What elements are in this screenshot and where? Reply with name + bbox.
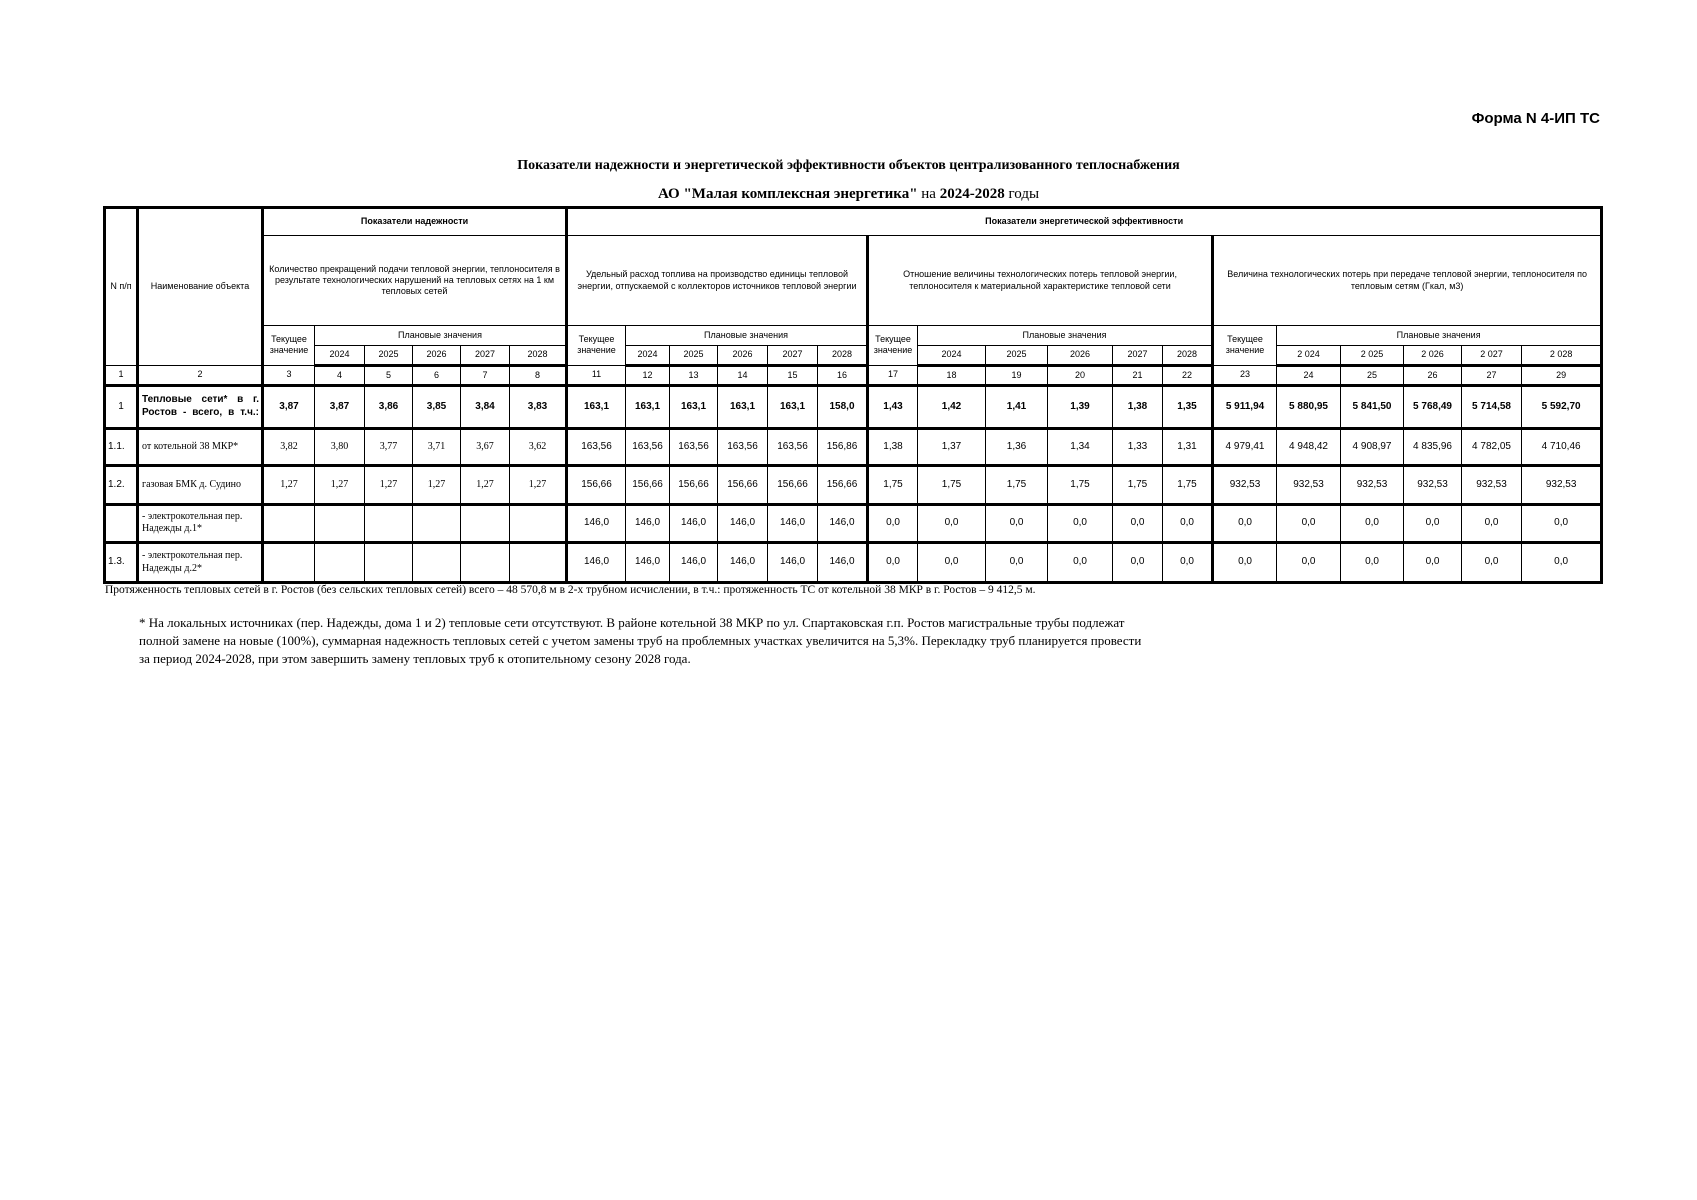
table-cell: 163,1	[718, 385, 768, 429]
planned-values-header: Плановые значения	[626, 326, 868, 346]
year-header: 2024	[626, 345, 670, 365]
table-cell: 0,0	[1522, 504, 1602, 543]
table-cell: 0,0	[1048, 504, 1113, 543]
column-number: 21	[1113, 365, 1163, 385]
row-name: Тепловые сети* в г. Ростов - всего, в т.ч.:	[138, 385, 263, 429]
column-number: 25	[1341, 365, 1404, 385]
table-cell: 1,75	[1113, 465, 1163, 504]
year-header: 2 028	[1522, 345, 1602, 365]
table-cell: 3,62	[510, 429, 567, 466]
table-cell: 146,0	[670, 543, 718, 583]
table-cell: 4 948,42	[1277, 429, 1341, 466]
table-cell: 1,75	[1048, 465, 1113, 504]
table-row	[105, 465, 1602, 504]
planned-values-header: Плановые значения	[315, 326, 567, 346]
table-cell: 146,0	[626, 504, 670, 543]
year-header: 2028	[818, 345, 868, 365]
table-cell: 156,66	[768, 465, 818, 504]
table-cell: 5 714,58	[1462, 385, 1522, 429]
table-cell: 158,0	[818, 385, 868, 429]
year-header: 2025	[986, 345, 1048, 365]
current-value-header: Текущее значение	[567, 326, 626, 366]
row-name: - электрокотельная пер. Надежды д.1*	[138, 504, 263, 543]
indicators-table	[103, 206, 1603, 584]
table-cell: 932,53	[1341, 465, 1404, 504]
table-cell: 1,34	[1048, 429, 1113, 466]
sub-loss-ratio: Отношение величины технологических потерь тепловой энергии, теплоносителя к материальной характеристике тепловой сети	[868, 236, 1213, 326]
table-cell: 1,38	[868, 429, 918, 466]
table-cell	[263, 504, 315, 543]
table-cell: 0,0	[1341, 543, 1404, 583]
table-cell: 0,0	[868, 504, 918, 543]
column-number: 8	[510, 365, 567, 385]
table-cell: 3,71	[413, 429, 461, 466]
table-cell: 156,66	[818, 465, 868, 504]
table-cell: 0,0	[1462, 543, 1522, 583]
row-index: 1.1.	[105, 429, 138, 466]
table-cell: 5 841,50	[1341, 385, 1404, 429]
column-number: 3	[263, 365, 315, 385]
table-cell: 3,77	[365, 429, 413, 466]
year-header: 2025	[365, 345, 413, 365]
table-cell: 0,0	[1213, 543, 1277, 583]
table-cell: 3,80	[315, 429, 365, 466]
year-header: 2 027	[1462, 345, 1522, 365]
column-number: 22	[1163, 365, 1213, 385]
table-cell: 1,27	[365, 465, 413, 504]
column-number: 15	[768, 365, 818, 385]
table-cell: 156,86	[818, 429, 868, 466]
footnote-line: полной замене на новые (100%), суммарная надежность тепловых сетей с учетом замены труб на проблемных участках увеличится на 5,3%. Перекладку труб планируется провести	[139, 633, 1142, 648]
table-cell: 1,27	[315, 465, 365, 504]
table-cell: 932,53	[1213, 465, 1277, 504]
current-value-header: Текущее значение	[263, 326, 315, 366]
table-cell: 4 782,05	[1462, 429, 1522, 466]
year-header: 2026	[1048, 345, 1113, 365]
planned-values-header: Плановые значения	[1277, 326, 1602, 346]
year-header: 2024	[315, 345, 365, 365]
footnote-line: за период 2024-2028, при этом завершить замену тепловых труб к отопительному сезону 2028 года.	[139, 651, 691, 666]
column-number: 18	[918, 365, 986, 385]
period: 2024-2028	[939, 186, 1005, 202]
row-name: газовая БМК д. Судино	[138, 465, 263, 504]
table-cell: 932,53	[1462, 465, 1522, 504]
table-cell: 4 835,96	[1404, 429, 1462, 466]
table-cell: 0,0	[1113, 504, 1163, 543]
table-cell: 0,0	[986, 543, 1048, 583]
table-cell: 4 710,46	[1522, 429, 1602, 466]
year-header: 2027	[768, 345, 818, 365]
table-cell	[315, 504, 365, 543]
col-name-header: Наименование объекта	[138, 208, 263, 366]
table-cell: 1,36	[986, 429, 1048, 466]
year-header: 2028	[510, 345, 567, 365]
table-cell: 3,85	[413, 385, 461, 429]
year-header: 2026	[413, 345, 461, 365]
year-header: 2028	[1163, 345, 1213, 365]
table-cell: 1,31	[1163, 429, 1213, 466]
table-cell: 1,35	[1163, 385, 1213, 429]
table-cell: 146,0	[626, 543, 670, 583]
table-cell: 932,53	[1522, 465, 1602, 504]
table-cell	[510, 543, 567, 583]
table-cell: 163,1	[768, 385, 818, 429]
table-cell: 146,0	[670, 504, 718, 543]
form-number: Форма N 4-ИП ТС	[1471, 110, 1600, 127]
table-cell: 163,56	[567, 429, 626, 466]
table-cell: 1,42	[918, 385, 986, 429]
table-cell: 146,0	[768, 504, 818, 543]
table-cell: 1,37	[918, 429, 986, 466]
table-cell	[263, 543, 315, 583]
table-cell: 1,39	[1048, 385, 1113, 429]
column-number: 1	[105, 365, 138, 385]
column-number: 11	[567, 365, 626, 385]
sub-fuel: Удельный расход топлива на производство единицы тепловой энергии, отпускаемой с коллекторов источников тепловой энергии	[567, 236, 868, 326]
table-cell: 1,75	[986, 465, 1048, 504]
table-cell: 0,0	[1163, 543, 1213, 583]
table-cell: 156,66	[626, 465, 670, 504]
column-number: 24	[1277, 365, 1341, 385]
table-cell	[461, 543, 510, 583]
table-cell: 5 911,94	[1213, 385, 1277, 429]
row-index	[105, 504, 138, 543]
sub-interruptions: Количество прекращений подачи тепловой энергии, теплоносителя в результате технологических нарушений на тепловых сетях на 1 км тепловых сетей	[263, 236, 567, 326]
table-cell: 3,86	[365, 385, 413, 429]
year-header: 2026	[718, 345, 768, 365]
year-header: 2027	[461, 345, 510, 365]
subtitle-suffix: годы	[1004, 186, 1040, 202]
table-cell	[365, 504, 413, 543]
column-number: 12	[626, 365, 670, 385]
table-cell: 1,75	[868, 465, 918, 504]
table-cell: 156,66	[567, 465, 626, 504]
table-cell: 932,53	[1277, 465, 1341, 504]
table-cell: 0,0	[868, 543, 918, 583]
table-cell: 0,0	[1522, 543, 1602, 583]
column-number: 13	[670, 365, 718, 385]
row-index: 1.2.	[105, 465, 138, 504]
table-row	[105, 429, 1602, 466]
table-cell: 0,0	[1213, 504, 1277, 543]
document-title: Показатели надежности и энергетической эффективности объектов централизованного теплоснабжения	[517, 158, 1180, 173]
column-number: 5	[365, 365, 413, 385]
table-cell: 0,0	[1341, 504, 1404, 543]
table-cell: 5 768,49	[1404, 385, 1462, 429]
table-cell: 0,0	[1163, 504, 1213, 543]
table-cell: 1,27	[461, 465, 510, 504]
row-index: 1	[105, 385, 138, 429]
table-cell: 0,0	[1277, 543, 1341, 583]
column-number: 16	[818, 365, 868, 385]
footnote	[139, 614, 1279, 668]
current-value-header: Текущее значение	[868, 326, 918, 366]
column-number: 6	[413, 365, 461, 385]
table-cell	[461, 504, 510, 543]
table-cell: 3,87	[315, 385, 365, 429]
table-cell: 4 908,97	[1341, 429, 1404, 466]
table-cell: 0,0	[1404, 543, 1462, 583]
group-efficiency: Показатели энергетической эффективности	[567, 208, 1602, 236]
column-number: 20	[1048, 365, 1113, 385]
table-cell: 163,56	[626, 429, 670, 466]
table-cell: 1,41	[986, 385, 1048, 429]
column-number: 29	[1522, 365, 1602, 385]
table-cell: 0,0	[1048, 543, 1113, 583]
table-cell: 163,56	[670, 429, 718, 466]
column-number: 17	[868, 365, 918, 385]
year-header: 2024	[918, 345, 986, 365]
table-cell: 163,56	[718, 429, 768, 466]
current-value-header: Текущее значение	[1213, 326, 1277, 366]
table-row	[105, 543, 1602, 583]
table-cell: 146,0	[718, 543, 768, 583]
row-name: от котельной 38 МКР*	[138, 429, 263, 466]
column-number: 26	[1404, 365, 1462, 385]
table-cell: 146,0	[718, 504, 768, 543]
table-cell: 1,75	[1163, 465, 1213, 504]
table-cell: 146,0	[567, 543, 626, 583]
table-cell	[510, 504, 567, 543]
company-name: АО "Малая комплексная энергетика"	[657, 186, 918, 202]
year-header: 2027	[1113, 345, 1163, 365]
table-cell: 146,0	[818, 543, 868, 583]
col-np-header: N п/п	[105, 208, 138, 366]
planned-values-header: Плановые значения	[918, 326, 1213, 346]
table-cell: 1,43	[868, 385, 918, 429]
table-cell: 5 592,70	[1522, 385, 1602, 429]
table-cell: 163,1	[567, 385, 626, 429]
year-header: 2 026	[1404, 345, 1462, 365]
column-number: 19	[986, 365, 1048, 385]
column-number: 2	[138, 365, 263, 385]
table-cell: 1,38	[1113, 385, 1163, 429]
row-index: 1.3.	[105, 543, 138, 583]
group-reliability: Показатели надежности	[263, 208, 567, 236]
column-number: 23	[1213, 365, 1277, 385]
table-cell: 1,33	[1113, 429, 1163, 466]
table-cell: 0,0	[918, 504, 986, 543]
table-cell: 163,1	[670, 385, 718, 429]
footnote-line: * На локальных источниках (пер. Надежды, дома 1 и 2) тепловые сети отсутствуют. В районе котельной 38 МКР по ул. Спартаковская г.п. Ростов магистральные трубы подлежат	[139, 615, 1125, 630]
table-cell: 0,0	[1462, 504, 1522, 543]
table-cell: 156,66	[670, 465, 718, 504]
column-number: 4	[315, 365, 365, 385]
table-cell: 1,27	[263, 465, 315, 504]
table-row	[105, 504, 1602, 543]
table-cell: 932,53	[1404, 465, 1462, 504]
table-cell: 146,0	[818, 504, 868, 543]
table-cell: 0,0	[1277, 504, 1341, 543]
table-cell: 3,82	[263, 429, 315, 466]
column-number: 14	[718, 365, 768, 385]
table-cell	[413, 504, 461, 543]
table-cell: 0,0	[986, 504, 1048, 543]
table-cell: 1,75	[918, 465, 986, 504]
year-header: 2025	[670, 345, 718, 365]
table-cell: 163,56	[768, 429, 818, 466]
table-cell: 163,1	[626, 385, 670, 429]
table-cell: 0,0	[1113, 543, 1163, 583]
table-row	[105, 385, 1602, 429]
table-cell: 5 880,95	[1277, 385, 1341, 429]
table-cell: 1,27	[413, 465, 461, 504]
column-number: 27	[1462, 365, 1522, 385]
year-header: 2 025	[1341, 345, 1404, 365]
table-cell	[315, 543, 365, 583]
row-name: - электрокотельная пер. Надежды д.2*	[138, 543, 263, 583]
table-cell: 3,83	[510, 385, 567, 429]
table-cell: 156,66	[718, 465, 768, 504]
table-cell: 0,0	[1404, 504, 1462, 543]
table-cell: 3,84	[461, 385, 510, 429]
table-cell: 3,67	[461, 429, 510, 466]
subtitle-connector: на	[917, 186, 940, 202]
network-length-note: Протяженность тепловых сетей в г. Ростов (без сельских тепловых сетей) всего – 48 570,8 м в 2-х трубном исчислении, в т.ч.: протяженность ТС от котельной 38 МКР в г. Ростов – 9 412,5 м.	[105, 584, 1036, 596]
table-cell: 4 979,41	[1213, 429, 1277, 466]
table-cell	[365, 543, 413, 583]
table-cell: 3,87	[263, 385, 315, 429]
sub-losses: Величина технологических потерь при передаче тепловой энергии, теплоносителя по тепловым сетям (Гкал, м3)	[1213, 236, 1602, 326]
table-cell: 0,0	[918, 543, 986, 583]
year-header: 2 024	[1277, 345, 1341, 365]
table-cell: 146,0	[768, 543, 818, 583]
table-cell: 1,27	[510, 465, 567, 504]
table-cell: 146,0	[567, 504, 626, 543]
table-cell	[413, 543, 461, 583]
column-number: 7	[461, 365, 510, 385]
document-subtitle	[0, 186, 1697, 203]
